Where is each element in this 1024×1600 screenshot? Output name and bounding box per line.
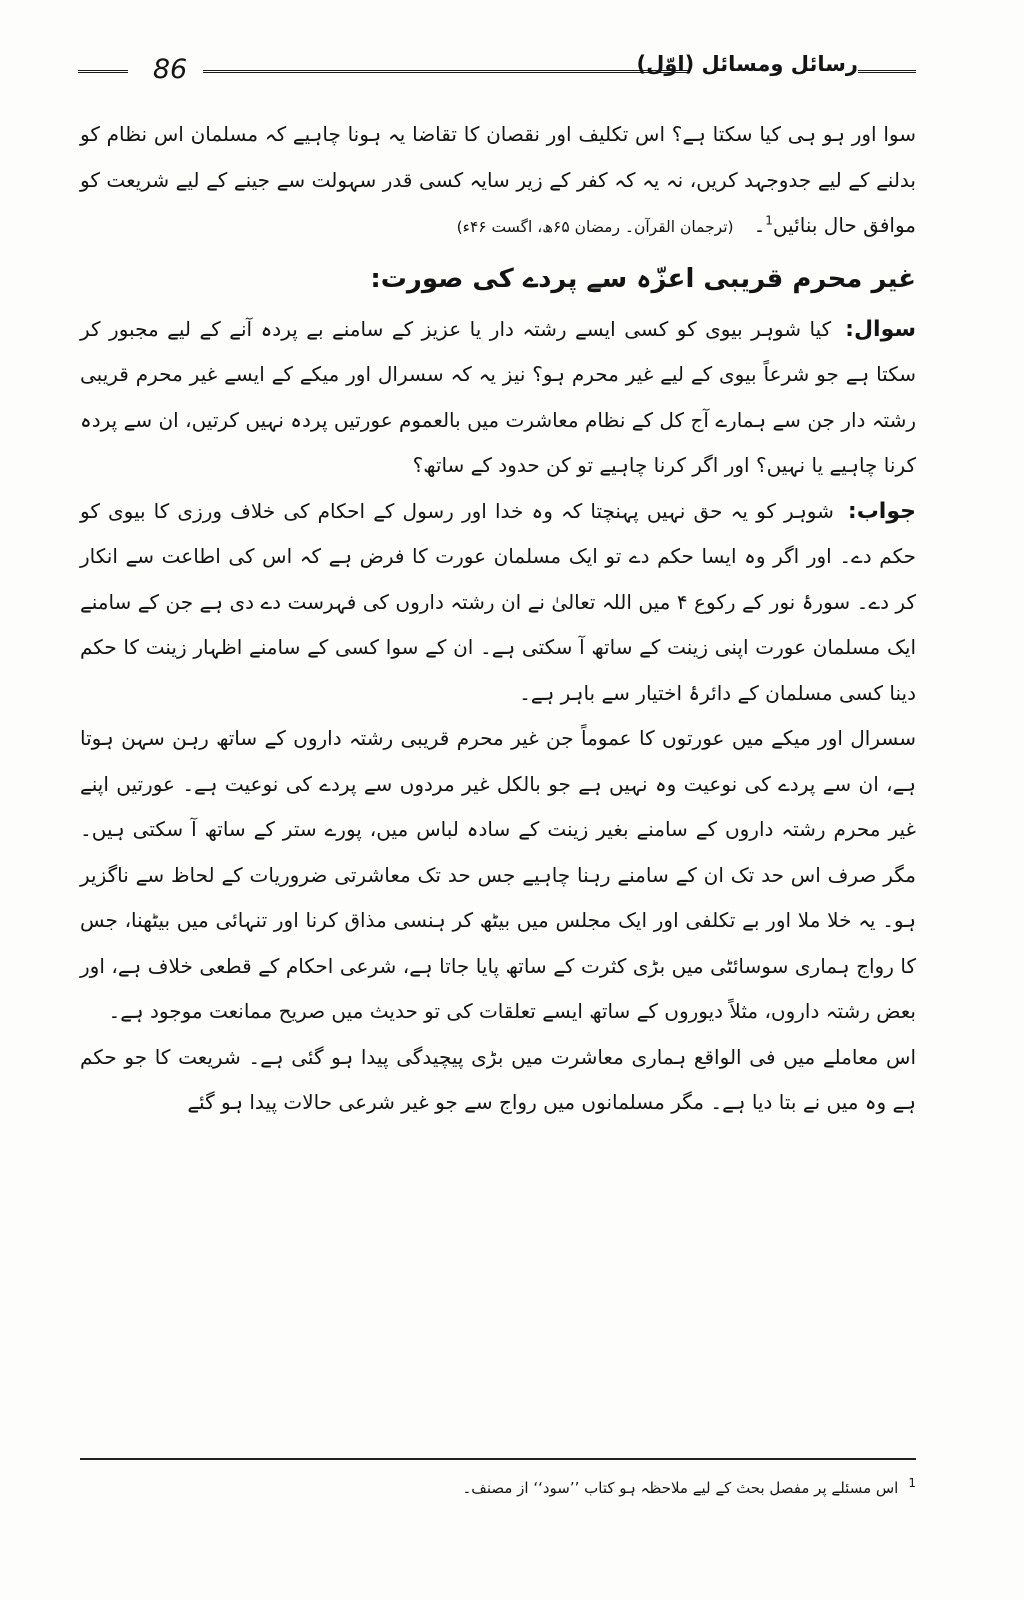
page-number: 86 — [152, 54, 188, 85]
page-header — [78, 52, 916, 92]
running-title: رسائل ومسائل (اوّل) — [636, 52, 858, 76]
paragraph: اس معاملے میں فی الواقع ہماری معاشرت میں بڑی پیچیدگی پیدا ہو گئی ہے۔ شریعت کا جو حکم ہے وہ میں نے بتا دیا ہے۔ مگر مسلمانوں میں رواج سے جو غیر شرعی حالات پیدا ہو گئے — [80, 1044, 916, 1114]
answer-paragraph — [80, 489, 916, 717]
paragraph-text: سوا اور ہو ہی کیا سکتا ہے؟ اس تکلیف اور نقصان کا تقاضا یہ ہونا چاہیے کہ مسلمان اس نظام کو بدلنے کے لیے جدوجہد کریں، نہ یہ کہ کفر کے زیر سایہ کسی قدر سہولت سے جینے کے لیے شریعت کو موافق حال بنائیں — [80, 122, 916, 237]
footnote — [380, 1470, 916, 1501]
section-heading: غیر محرم قریبی اعزّہ سے پردے کی صورت: — [370, 263, 916, 294]
question-paragraph — [80, 307, 916, 489]
question-label: سوال: — [845, 316, 916, 342]
header-rule-middle — [203, 70, 690, 74]
answer-text: شوہر کو یہ حق نہیں پہنچتا کہ وہ خدا اور رسول کے احکام کی خلاف ورزی کا بیوی کو حکم دے۔ اور اگر وہ ایسا حکم دے تو ایک مسلمان عورت کا فرض ہے کہ اس کی اطاعت سے انکار کر دے۔ سورۂ نور کے رکوع ۴ میں اللہ تعالیٰ نے ان رشتہ داروں کی فہرست دے دی ہے جن کے سامنے ایک مسلمان عورت اپنی زینت کے ساتھ آ سکتی ہے۔ ان کے سوا کسی کے سامنے اظہار زینت کا حکم دینا کسی مسلمان کے دائرۂ اختیار سے باہر ہے۔ — [80, 498, 916, 705]
header-rule-right — [858, 70, 916, 74]
page-body — [80, 112, 916, 1126]
footnote-divider — [80, 1458, 916, 1460]
sentence-end: ۔ — [753, 213, 766, 237]
question-text: کیا شوہر بیوی کو کسی ایسے رشتہ دار یا عزیز کے سامنے بے پردہ آنے کے لیے مجبور کر سکتا ہے جو شرعاً بیوی کے لیے غیر محرم ہو؟ نیز یہ کہ سسرال اور میکے کے ایسے غیر محرم قریبی رشتہ دار جن سے ہمارے آج کل کے نظام معاشرت میں بالعموم عورتیں پردہ نہیں کرتیں، ان سے پردہ کرنا چاہیے یا نہیں؟ اور اگر کرنا چاہیے تو کن حدود کے ساتھ؟ — [80, 316, 916, 477]
footnote-number: 1 — [908, 1476, 916, 1490]
header-rule-left — [78, 70, 128, 74]
footnote-text: اس مسئلے پر مفصل بحث کے لیے ملاحظہ ہو کتاب ’’سود‘‘ از مصنف۔ — [462, 1479, 899, 1497]
paragraph-continuation — [80, 112, 916, 251]
answer-label: جواب: — [847, 498, 916, 524]
paragraph: سسرال اور میکے میں عورتوں کا عموماً جن غیر محرم قریبی رشتہ داروں کے ساتھ رہن سہن ہوتا ہے، ان سے پردے کی نوعیت وہ نہیں ہے جو بالکل غیر مردوں سے پردے کی نوعیت ہے۔ عورتیں اپنے غیر محرم رشتہ داروں کے سامنے بغیر زینت کے سادہ لباس میں، پورے ستر کے ساتھ آ سکتی ہیں۔ مگر صرف اس حد تک ان کے سامنے رہنا چاہیے جس حد تک معاشرتی ضروریات کے لحاظ سے ناگزیر ہو۔ یہ خلا ملا اور بے تکلفی اور ایک مجلس میں بیٹھ کر ہنسی مذاق کرنا اور تنہائی میں بیٹھنا، جس کا رواج ہماری سوسائٹی میں بڑی کثرت کے ساتھ پایا جاتا ہے، شرعی احکام کے قطعی خلاف ہے، اور بعض رشتہ داروں، مثلاً دیوروں کے ساتھ ایسے تعلقات کی تو حدیث میں صریح ممانعت موجود ہے۔ — [80, 726, 916, 1023]
citation: (ترجمان القرآن۔ رمضان ۶۵ھ، اگست ۴۶ء) — [456, 218, 734, 236]
footnote-marker: 1 — [765, 213, 773, 228]
